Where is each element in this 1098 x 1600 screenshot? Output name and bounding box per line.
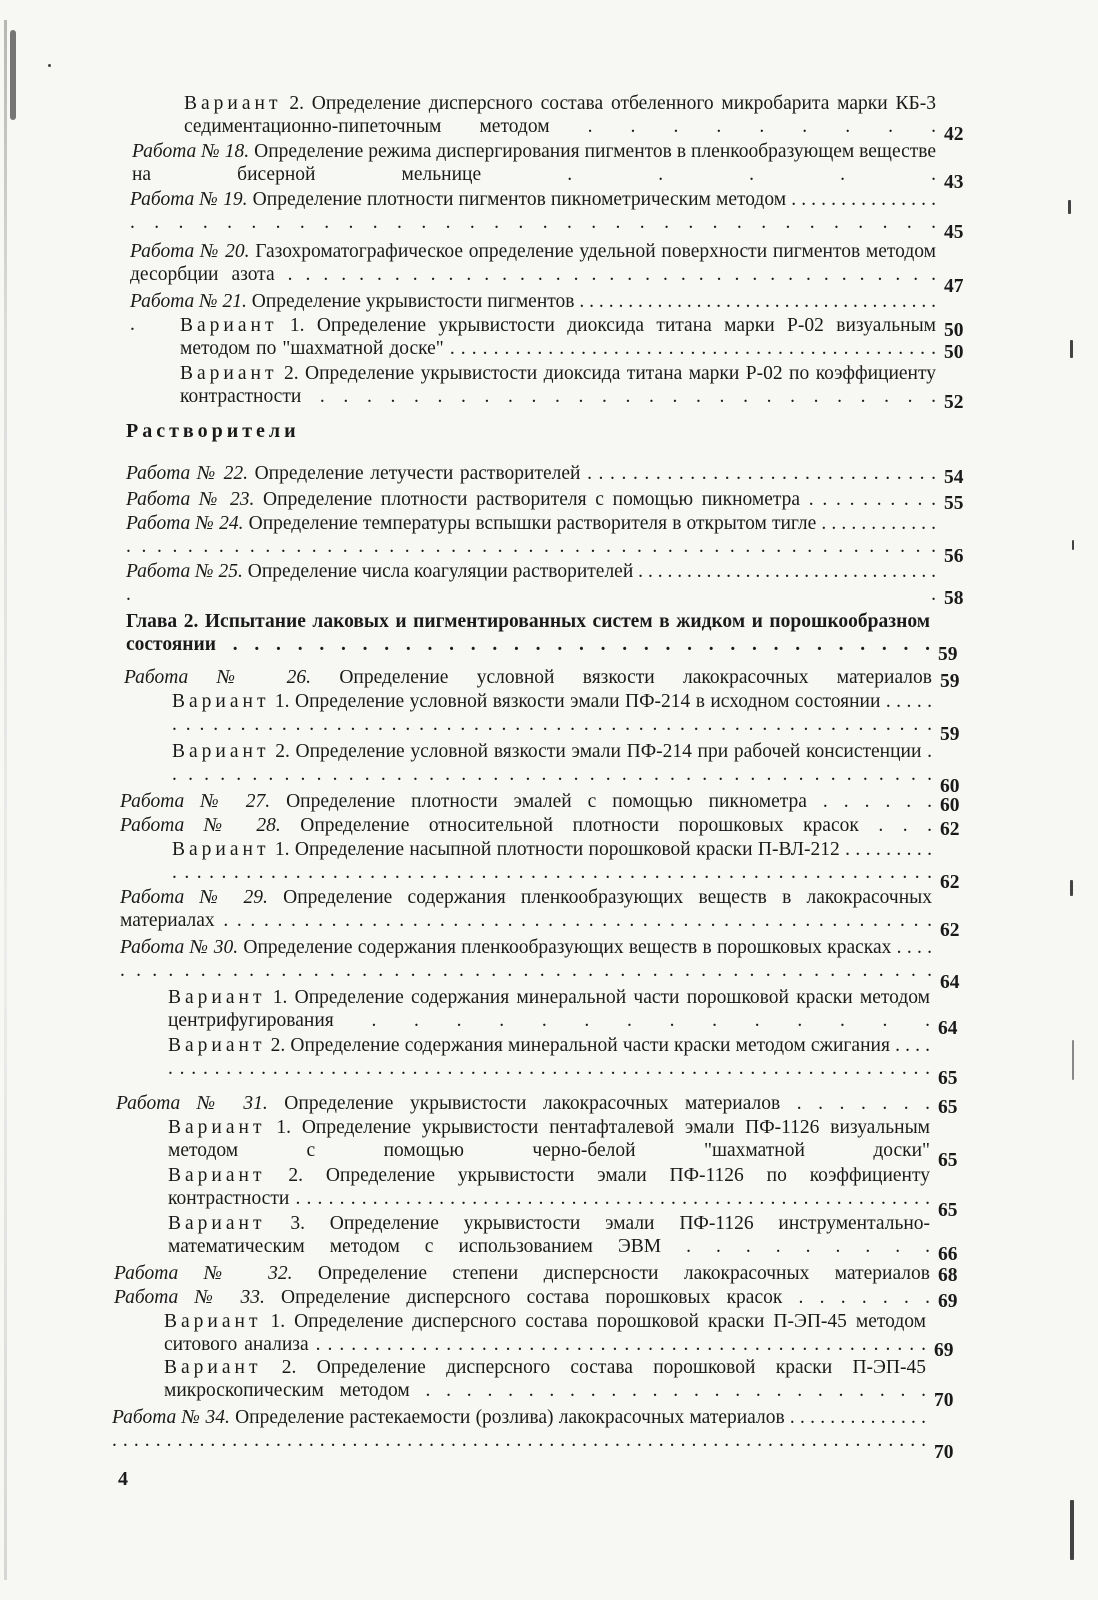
scan-speck xyxy=(1070,340,1073,358)
scan-speck xyxy=(1068,200,1071,214)
toc-entry: Работа № 23. Определение плотности растворителя с помощью пикнометра . . . . . . . . . . 55 xyxy=(126,488,936,511)
page-ref: 50 xyxy=(944,342,964,363)
page-ref: 55 xyxy=(944,493,964,514)
toc-entry: Работа № 29. Определение содержания пленкообразующих веществ в лакокрасочных материалах . . . . . . . . . . . . . . . . . . . . . . . . . . . . . . . . . . . . . . . . . . . . . . . . . . . . . 62 xyxy=(120,886,932,932)
page-ref: 62 xyxy=(940,920,960,941)
page-ref: 65 xyxy=(938,1200,958,1221)
page-ref: 65 xyxy=(938,1068,958,1089)
page-ref: 70 xyxy=(934,1390,954,1411)
page-ref: 52 xyxy=(944,392,964,413)
toc-entry: Вариант 1. Определение дисперсного состава порошковой краски П-ЭП-45 методом ситового анализа . . . . . . . . . . . . . . . . . . . . . . . . . . . . . . . . . . . . . . . . . . . . . . . . . . . . 69 xyxy=(164,1310,926,1356)
page-ref: 62 xyxy=(940,819,960,840)
page-ref: 47 xyxy=(944,276,964,297)
page-ref: 59 xyxy=(938,644,958,665)
page-ref: 60 xyxy=(940,776,960,797)
toc-entry: Работа № 21. Определение укрывистости пигментов . . . . . . . . . . . . . . . . . . . . . . . . . . . . . . . . . . . . . . 50 xyxy=(130,290,936,336)
page-ref: 45 xyxy=(944,222,964,243)
page-ref: 64 xyxy=(938,1018,958,1039)
section-heading: Растворители xyxy=(126,420,300,442)
page-ref: 43 xyxy=(944,172,964,193)
toc-entry: Работа № 34. Определение растекаемости (розлива) лакокрасочных материалов . . . . . . . . . . . . . . . . . . . . . . . . . . . . . . . . . . . . . . . . . . . . . . . . . . . . . . . . . . . . . . . . . . . . . . . . . . . . . . . . . . . . . . . . . 70 xyxy=(112,1406,926,1452)
page-ref: 70 xyxy=(934,1442,954,1463)
toc-entry: Работа № 19. Определение плотности пигментов пикнометрическим методом . . . . . . . . . . . . . . . . . . . . . . . . . . . . . . . . . . . . . . . . . . . . . . . . . 45 xyxy=(130,188,936,234)
toc-entry: Работа № 30. Определение содержания пленкообразующих веществ в порошковых красках . . . . . . . . . . . . . . . . . . . . . . . . . . . . . . . . . . . . . . . . . . . . . . . . . . . . . . . 64 xyxy=(120,936,932,982)
toc-entry: Вариант 2. Определение дисперсного состава порошковой краски П-ЭП-45 микроскопическим методом . . . . . . . . . . . . . . . . . . . . . . . . . 70 xyxy=(164,1356,926,1402)
toc-entry: Работа № 28. Определение относительной плотности порошковых красок . . . 62 xyxy=(120,814,932,837)
toc-entry: Вариант 2. Определение укрывистости диоксида титана марки Р-02 по коэффициенту контрастности . . . . . . . . . . . . . . . . . . . . . . . . . . . 52 xyxy=(180,362,936,408)
toc-entry: Работа № 26. Определение условной вязкости лакокрасочных материалов 59 xyxy=(124,666,932,689)
toc-entry: Работа № 20. Газохроматографическое определение удельной поверхности пигментов методом десорбции азота . . . . . . . . . . . . . . . . . . . . . . . . . . . . . . . . . . . . . 47 xyxy=(130,240,936,286)
toc-entry: Работа № 22. Определение летучести растворителей . . . . . . . . . . . . . . . . . . . . . . . . . . . . . . . 54 xyxy=(126,462,936,485)
toc-entry: Вариант 2. Определение дисперсного состава отбеленного микробарита марки КБ-3 седиментационно-пипеточным методом . . . . . . . . . 42 xyxy=(184,92,936,138)
page-ref: 59 xyxy=(940,724,960,745)
toc-entry: Работа № 25. Определение числа коагуляции растворителей . . . . . . . . . . . . . . . . . . . . . . . . . . . . . . . . . 58 xyxy=(126,560,936,606)
page-ref: 69 xyxy=(938,1291,958,1312)
toc-entry: Вариант 1. Определение укрывистости диоксида титана марки Р-02 визуальным методом по "шахматной доске" . . . . . . . . . . . . . . . . . . . . . . . . . . . . . . . . . . . . . . . . . . . . . 50 xyxy=(180,314,936,360)
chapter-heading: Глава 2. Испытание лаковых и пигментированных систем в жидком и порошкообразном состоянии . . . . . . . . . . . . . . . . . . . . . . . . . . . . . . . . . 59 xyxy=(126,610,930,656)
page-ref: 58 xyxy=(944,588,964,609)
toc-entry: Вариант 1. Определение содержания минеральной части порошковой краски методом центрифугирования . . . . . . . . . . . . . . 64 xyxy=(168,986,930,1032)
page-ref: 65 xyxy=(938,1097,958,1118)
scan-speck xyxy=(1072,540,1074,550)
page-ref: 66 xyxy=(938,1244,958,1265)
page-ref: 42 xyxy=(944,124,964,145)
page-ref: 59 xyxy=(940,671,960,692)
page-ref: 54 xyxy=(944,467,964,488)
scan-speck xyxy=(1070,880,1073,896)
page-ref: 64 xyxy=(940,972,960,993)
page-ref: 68 xyxy=(938,1265,958,1286)
scan-speck xyxy=(48,64,51,67)
toc-entry: Работа № 27. Определение плотности эмалей с помощью пикнометра . . . . . . 60 xyxy=(120,790,932,813)
page-ref: 56 xyxy=(944,546,964,567)
toc-entry: Работа № 32. Определение степени дисперсности лакокрасочных материалов 68 xyxy=(114,1262,930,1285)
toc-entry: Вариант 1. Определение укрывистости пентафталевой эмали ПФ-1126 визуальным методом с помощью черно-белой "шахматной доски" 65 xyxy=(168,1116,930,1162)
toc-entry: Вариант 1. Определение насыпной плотности порошковой краски П-ВЛ-212 . . . . . . . . . . . . . . . . . . . . . . . . . . . . . . . . . . . . . . . . . . . . . . . . . . . . . . . . . . . . . . . . . . . . . . . 62 xyxy=(172,838,932,884)
toc-entry: Вариант 2. Определение содержания минеральной части краски методом сжигания . . . . . . . . . . . . . . . . . . . . . . . . . . . . . . . . . . . . . . . . . . . . . . . . . . . . . . . . . . . . . . . . . . . . . . 65 xyxy=(168,1034,930,1080)
toc-entry: Работа № 33. Определение дисперсного состава порошковых красок . . . . . . . 69 xyxy=(114,1286,930,1309)
toc-entry: Вариант 1. Определение условной вязкости эмали ПФ-214 в исходном состоянии . . . . . . . . . . . . . . . . . . . . . . . . . . . . . . . . . . . . . . . . . . . . . . . . . . . . . . . . . . . . . 59 xyxy=(172,690,932,736)
scan-speck xyxy=(1070,1500,1074,1560)
toc-entry: Вариант 2. Определение условной вязкости эмали ПФ-214 при рабочей консистенции . . . . . . . . . . . . . . . . . . . . . . . . . . . . . . . . . . . . . . . . . . . . . . . . . 60 xyxy=(172,740,932,786)
page-ref: 62 xyxy=(940,872,960,893)
toc-entry: Вариант 3. Определение укрывистости эмали ПФ-1126 инструментально-математическим методом с использованием ЭВМ . . . . . . . . . 66 xyxy=(168,1212,930,1258)
page-number: 4 xyxy=(118,1468,128,1490)
page-ref: 69 xyxy=(934,1340,954,1361)
toc-entry: Работа № 24. Определение температуры вспышки растворителя в открытом тигле . . . . . . . . . . . . . . . . . . . . . . . . . . . . . . . . . . . . . . . . . . . . . . . . . . . . . . . . . . . . . . . . . 56 xyxy=(126,512,936,558)
toc-entry: Работа № 31. Определение укрывистости лакокрасочных материалов . . . . . . . 65 xyxy=(116,1092,930,1115)
page-ref: 50 xyxy=(944,320,964,341)
toc-entry: Работа № 18. Определение режима диспергирования пигментов в пленкообразующем веществе на бисерной мельнице . . . . . 43 xyxy=(132,140,936,186)
page-ref: 60 xyxy=(940,795,960,816)
scan-speck xyxy=(1072,1040,1074,1080)
page-ref: 65 xyxy=(938,1150,958,1171)
toc-entry: Вариант 2. Определение укрывистости эмали ПФ-1126 по коэффициенту контрастности . . . . . . . . . . . . . . . . . . . . . . . . . . . . . . . . . . . . . . . . . . . . . . . . . . . . . . . . . . 65 xyxy=(168,1164,930,1210)
